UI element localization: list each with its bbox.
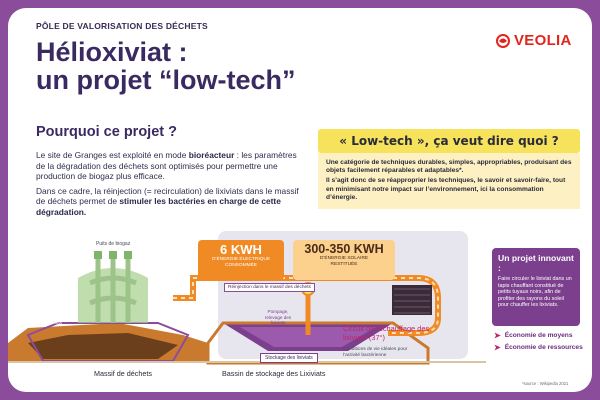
label-pumping: Pompage, relevage des lixiviats <box>264 309 292 325</box>
why-paragraph-1: Le site de Granges est exploité en mode bioréacteur : les paramètres de la dégradation des déchets sont optimisés pour permettre une production de biogaz plus efficace. <box>36 150 297 182</box>
process-diagram <box>8 223 486 392</box>
footnote: *source : Wikipedia 2021 <box>522 381 569 386</box>
lowtech-definition <box>318 153 580 209</box>
lowtech-def-2: Il s’agit donc de se réapproprier les techniques, le savoir et savoir-faire, tout en minimisant notre impact sur l’environnement, ici la consommation d’énergie. <box>326 177 566 201</box>
stat-solar-label: D’ÉNERGIE SOLAIRE RESTITUÉE <box>319 256 369 267</box>
stat-electric <box>198 240 284 280</box>
stat-solar-value: 300-350 KWH <box>304 242 384 256</box>
why-heading: Pourquoi ce projet ? <box>36 124 177 140</box>
label-massif: Massif de déchets <box>94 369 152 378</box>
stat-electric-label: D’ÉNERGIE ÉLECTRIQUE CONSOMMÉE <box>211 257 271 268</box>
chevron-right-icon: ➤ <box>494 343 501 352</box>
benefit-resources <box>494 343 583 352</box>
innovation-text: Faire circuler le lixiviat dans un tapis chauffant constitué de petits tuyaux noirs, afin de profiter des rayons du soleil pour chauffer les lixiviats. <box>498 276 572 309</box>
why-body <box>36 150 306 222</box>
title-line-2: un projet “low-tech” <box>36 65 296 95</box>
label-waste-bin: Casier de stockage des déchets <box>46 309 74 326</box>
veolia-logo <box>496 32 572 49</box>
section-tag: PÔLE DE VALORISATION DES DÉCHETS <box>36 21 208 31</box>
page-title <box>36 38 296 94</box>
label-basin: Bassin de stockage des Lixiviats <box>222 369 326 378</box>
innovation-box <box>492 248 580 326</box>
label-biogas-wells: Puits de biogaz <box>96 241 131 247</box>
benefit-means <box>494 331 573 340</box>
innovation-title: Un projet innovant : <box>498 253 574 273</box>
benefit-resources-label: Économie de ressources <box>504 344 583 351</box>
poster-panel <box>8 8 592 392</box>
why-paragraph-2: Dans ce cadre, la réinjection (= recirculation) de lixiviats dans le massif de déchets permet de stimuler les bactéries en charge de cette dégradation. <box>36 185 299 217</box>
biogas-well-pipes <box>90 258 136 323</box>
brand-name: VEOLIA <box>514 32 572 49</box>
chevron-right-icon: ➤ <box>494 331 501 340</box>
label-storage: Stockage des lixiviats <box>260 353 318 363</box>
benefit-means-label: Économie de moyens <box>504 332 573 339</box>
stat-electric-value: 6 KWH <box>220 242 262 257</box>
stat-solar <box>293 240 395 280</box>
lowtech-def-1: Une catégorie de techniques durables, simples, appropriables, produisant des objets facilement réparables et adaptables*. <box>326 159 572 175</box>
label-circuit-title: Circuit de réchauffage des lixiviats (37°) <box>343 324 430 342</box>
title-line-1: Hélioxiviat : <box>36 37 188 67</box>
veolia-emblem-icon <box>496 34 510 48</box>
label-reinjection: Réinjection dans le massif des déchets <box>224 283 315 292</box>
label-circuit-sub: Conditions de vie idéales pour l’activité bactérienne <box>343 347 408 358</box>
lowtech-question: « Low-tech », ça veut dire quoi ? <box>318 129 580 153</box>
